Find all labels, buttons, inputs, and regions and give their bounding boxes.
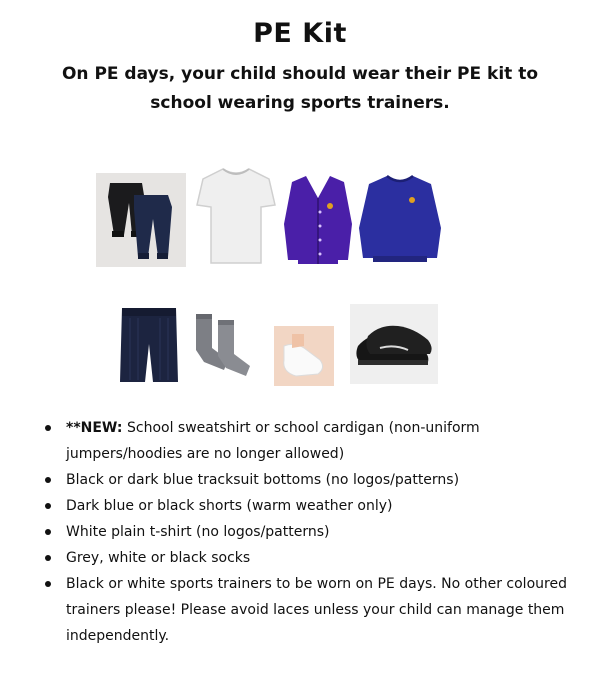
grey-socks-photo <box>190 310 256 384</box>
blue-sweatshirt-photo <box>357 172 443 266</box>
page-title: PE Kit <box>253 18 347 49</box>
list-item-text: School sweatshirt or school cardigan (non-uniform jumpers/hoodies are no longer allowed) <box>66 420 480 462</box>
list-item-text: Black or white sports trainers to be worn on PE days. No other coloured trainers please! Please avoid laces unless your child can manage them independently. <box>66 576 567 644</box>
page-subtitle: On PE days, your child should wear their PE kit to school wearing sports trainers. <box>61 64 539 113</box>
list-item-text: White plain t-shirt (no logos/patterns) <box>66 524 330 540</box>
navy-shorts-photo <box>118 304 180 384</box>
list-item <box>40 545 580 571</box>
list-item-text: Black or dark blue tracksuit bottoms (no logos/patterns) <box>66 472 460 488</box>
list-item <box>40 415 580 467</box>
list-item <box>40 519 580 545</box>
white-socks-photo <box>274 326 334 386</box>
kit-list <box>40 415 580 649</box>
purple-cardigan-photo <box>282 172 354 266</box>
list-item <box>40 493 580 519</box>
tracksuit-bottoms-photo <box>96 173 186 267</box>
list-item-text: Dark blue or black shorts (warm weather only) <box>66 498 393 514</box>
list-item-text: Grey, white or black socks <box>66 550 251 566</box>
black-trainers-photo <box>350 304 438 384</box>
list-item <box>40 571 580 649</box>
white-tshirt-photo <box>195 165 277 269</box>
new-tag: **NEW: <box>66 420 123 436</box>
list-item <box>40 467 580 493</box>
